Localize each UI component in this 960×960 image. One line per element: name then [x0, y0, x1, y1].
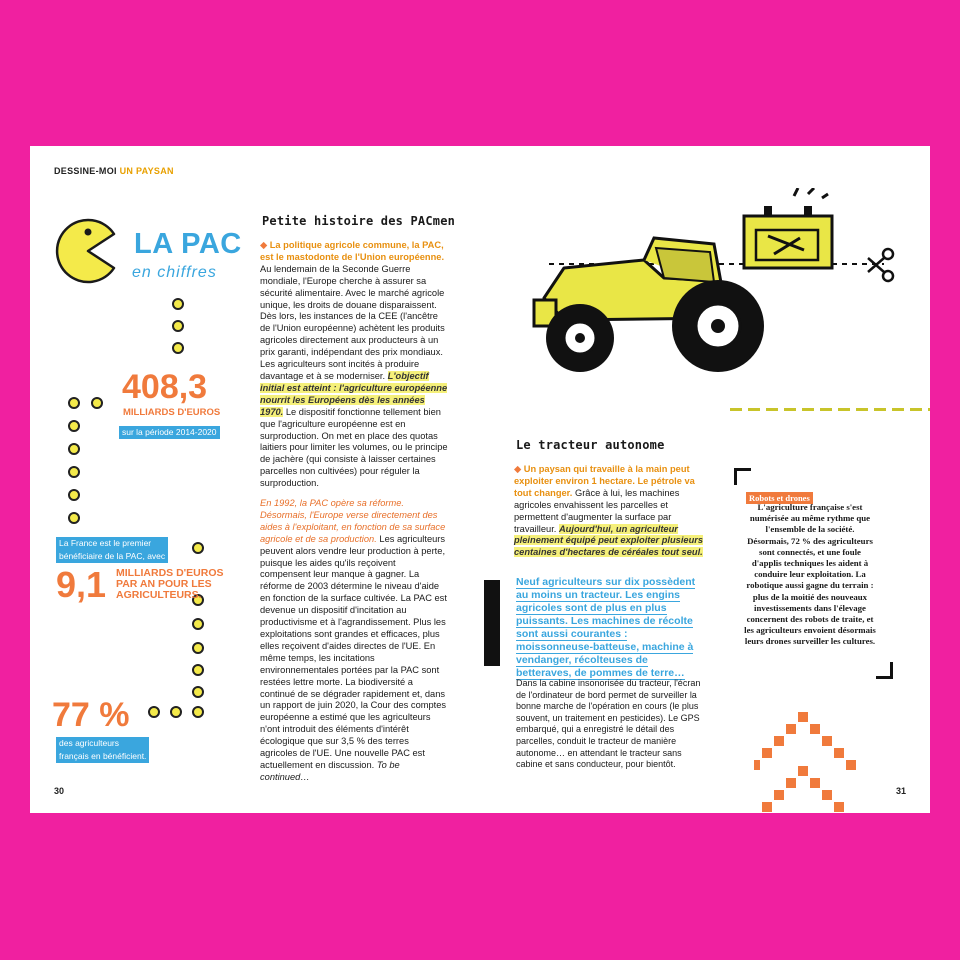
sidebar-tag: Robots et drones [746, 488, 813, 506]
stat3-caption: des agriculteurs français en bénéficient. [56, 737, 149, 763]
black-bar-decoration [484, 580, 500, 666]
article1-reform: En 1992, la PAC opère sa réforme. Désormais, l'Europe verse directement des aides à l'exploitant, en fonction de sa surface agricole et de sa production. [260, 498, 446, 544]
article2-heading: Le tracteur autonome [516, 438, 665, 452]
page-number-left: 30 [54, 786, 65, 796]
sidebar-text: L'agriculture française s'est numérisée au même rythme que l'ensemble de la société. Désormais, 72 % des agriculteurs sont connectés, et une foule d'applis techniques les aident à conduire leur exploitation. La robotique aussi gagne du terrain : plus de la moitié des nouveaux investissements dans l'élevage concernent des robots de traite, et les agriculteurs envoient désormais leurs drones surveiller les cultures. [744, 502, 876, 647]
orange-pattern-decoration [754, 712, 864, 813]
pacman-icon [52, 216, 132, 286]
scissors-icon [868, 249, 893, 281]
corner-top-left [734, 468, 751, 485]
stat1-label: MILLIARDS D'EUROS [123, 407, 221, 418]
battery-icon [744, 188, 832, 268]
corner-bottom-right [876, 662, 893, 679]
header-accent: UN PAYSAN [119, 166, 174, 176]
stat2-intro: La France est le premier bénéficiaire de la PAC, avec [56, 537, 168, 563]
stat2-value: 9,1 [56, 564, 107, 605]
stat1-value: 408,3 [122, 368, 208, 406]
running-header [54, 166, 174, 176]
article2-lead: Un paysan qui travaille à la main peut exploiter environ 1 hectare. Le pétrole va tout changer. [514, 464, 695, 498]
header-series: DESSINE-MOI [54, 166, 117, 176]
article1-body: ◆ La politique agricole commune, la PAC, est le mastodonte de l'Union européenne. Au lendemain de la Seconde Guerre mondiale, l'Europe cherche à assurer sa sécurité alimentaire. Avec le marché agricole unique, les droits de douane disparaissent. Dès lors, les instances de la CEE (l'ancêtre de l'Union européenne) achètent les produits agricoles directement aux producteurs à un prix garanti, indépendant des prix mondiaux. Les agriculteurs sont incités à produire davantage et à se moderniser. L'objectif initial est atteint : l'agriculture européenne nourrit les Européens dès les années 1970. Le dispositif fonctionne tellement bien que l'agriculture européenne est en surproduction. On met en place des quotas laitiers pour limiter les volumes, ou le principe de jachère (qui consiste à laisser certaines parcelles non cultivées) pour réguler la surproduction. En 1992, la PAC opère sa réforme. Désormais, l'Europe verse directement des aides à l'exploitant, en fonction de sa surface agricole et de sa production. Les agriculteurs peuvent alors vendre leur production à perte, puisque les aides qu'ils reçoivent compensent leur manque à gagner. La réforme de 2003 détermine le niveau d'aide en fonction de la surface cultivée. La PAC est devenue un dispositif d'incitation au productivisme et à l'agrandissement. Plus les exploitations sont grandes et efficaces, plus elles reçoivent d'aides directes de l'UE. En même temps, les incitations environnementales portées par la PAC sont restées lettre morte. La biodiversité a continué de se dégrader rapidement et, dans un rapport de juin 2020, la Cour des comptes européenne a estimé que les agriculteurs n'ont introduit des éléments d'intérêt écologique que sur 3,5 % des terres agricoles de l'UE. Une nouvelle PAC est actuellement en discussion. To be continued… [260, 240, 448, 782]
tractor-illustration [504, 188, 904, 388]
stat3-value: 77 % [52, 696, 130, 734]
stat1-caption: sur la période 2014-2020 [119, 426, 220, 439]
page-number-right: 31 [896, 786, 907, 796]
article2-highlight: Aujourd'hui, un agriculteur pleinement équipé peut exploiter plusieurs centaines d'hectares de céréales tout seul. [514, 523, 704, 558]
article1-highlight: L'objectif initial est atteint : l'agriculture européenne nourrit les Européens dès les années 1970. [260, 370, 448, 417]
stat2-label: MILLIARDS D'EUROS PAR AN POUR LES AGRICULTEURS. [116, 567, 224, 601]
article1-lead: La politique agricole commune, la PAC, est le mastodonte de l'Union européenne. [260, 240, 445, 262]
pull-quote: Neuf agriculteurs sur dix possèdent au moins un tracteur. Les engins agricoles sont de plus en plus puissants. Les machines de récolte sont aussi courantes : moissonneuse-batteuse, machine à vendanger, récolteuses de betteraves, de pommes de terre… [516, 576, 696, 679]
article2-body: ◆ Un paysan qui travaille à la main peut exploiter environ 1 hectare. Le pétrole va tout changer. Grâce à lui, les machines agricoles envahissent les parcelles et permettent d'augmenter la surface par travailleur. Aujourd'hui, un agriculteur pleinement équipé peut exploiter plusieurs centaines d'hectares de céréales tout seul. [514, 464, 704, 558]
infographic-title: LA PAC [134, 228, 242, 260]
article2-body-2: Dans la cabine insonorisée du tracteur, l'écran de l'ordinateur de bord permet de surveiller la bonne marche de l'opération en cours (le plus souvent, un traitement en pesticides). Le GPS embarqué, qui a enregistré le détail des parcelles, conduit le tracteur de manière autonome… en attendant le tracteur sans cabine et sans conducteur, pour bientôt. [516, 678, 701, 770]
magazine-spread [30, 146, 930, 813]
article1-heading: Petite histoire des PACmen [262, 214, 456, 228]
dashed-divider [730, 408, 930, 411]
infographic-subtitle: en chiffres [132, 264, 217, 281]
